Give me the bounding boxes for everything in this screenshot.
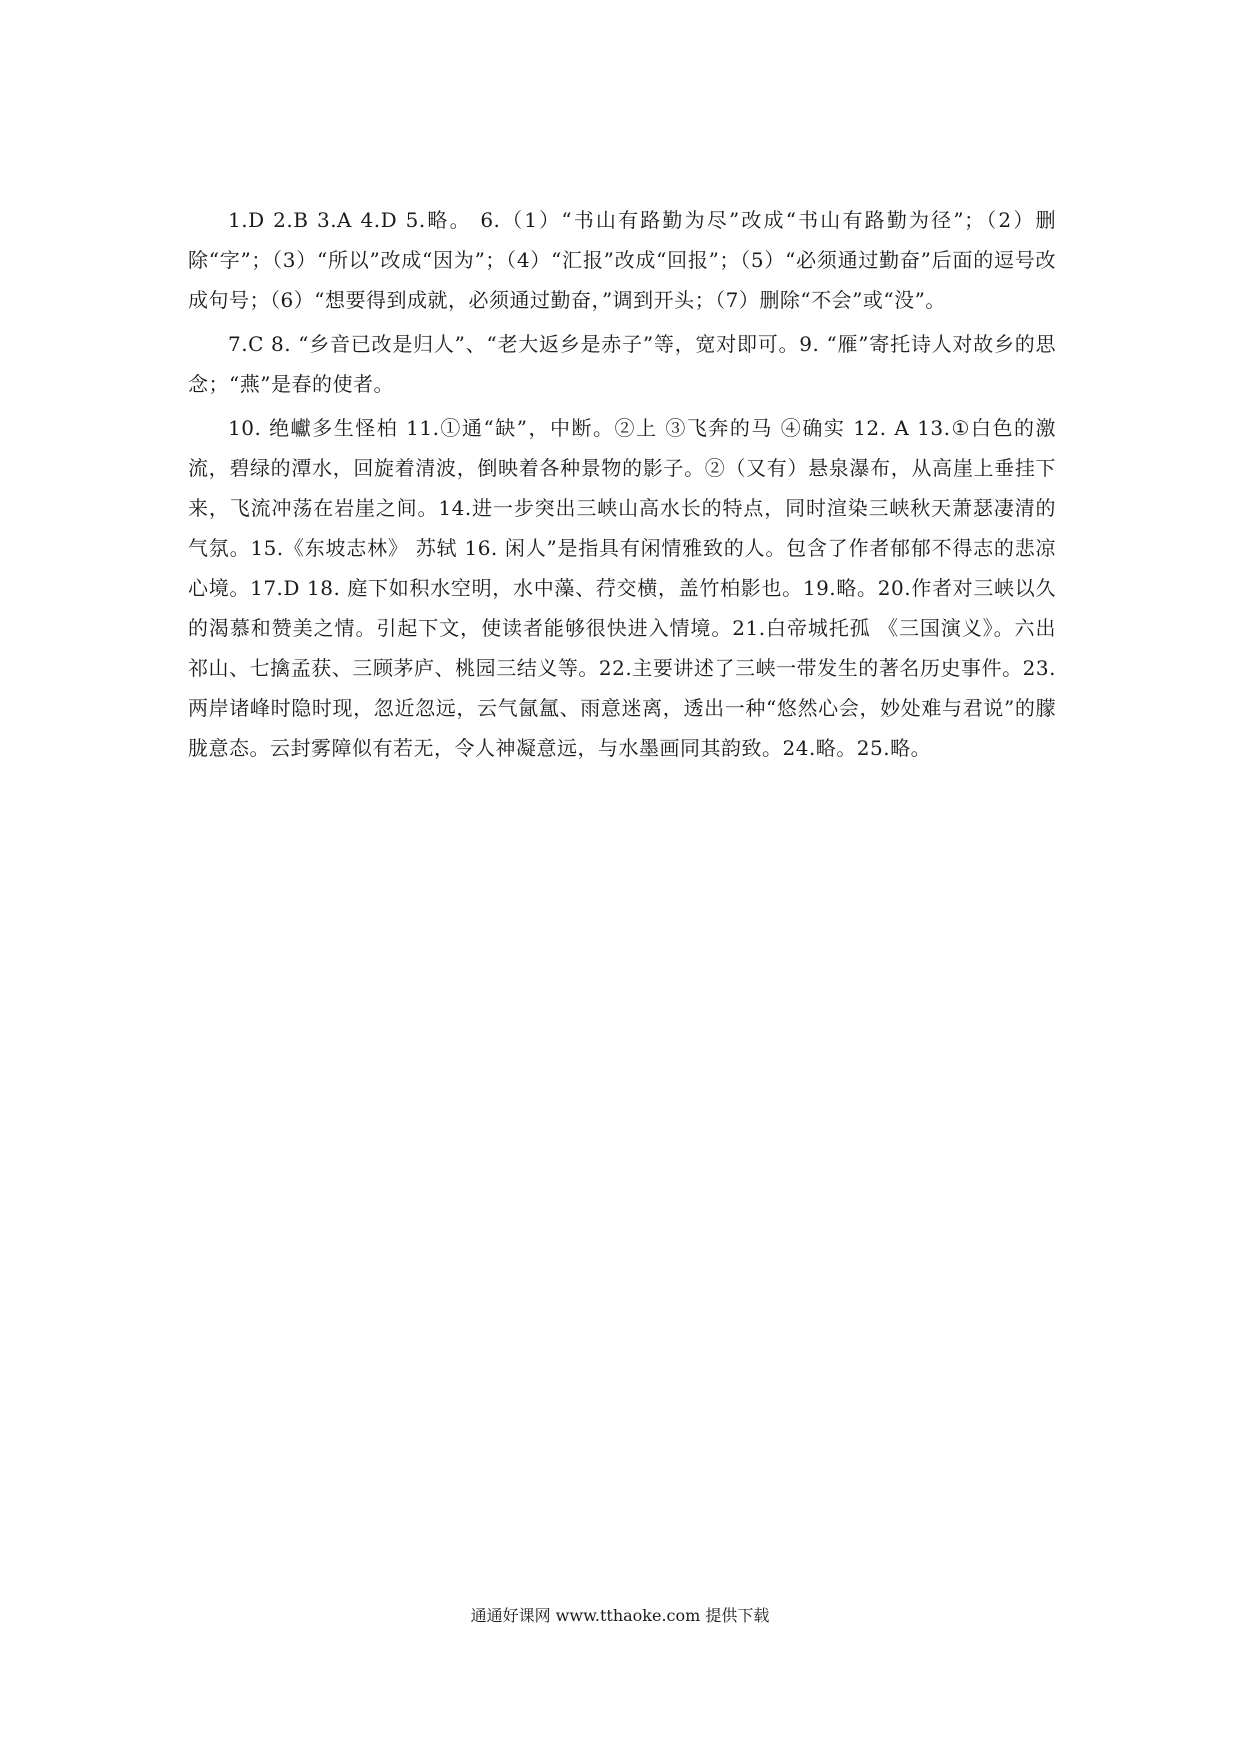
answer-paragraph-1: 1.D 2.B 3.A 4.D 5.略。 6.（1）“书山有路勤为尽”改成“书山有路勤为径”；（2）删除“字”；（3）“所以”改成“因为”；（4）“汇报”改成“回报”；（5）“必须通过勤奋”后面的逗号改成句号；（6）“想要得到成就，必须通过勤奋，”调到开头；（7）删除“不会”或“没”。	[188, 208, 1056, 312]
page-footer: 通通好课网 www.tthaoke.com 提供下载	[470, 1606, 770, 1625]
answer-key	[188, 200, 1056, 768]
answer-paragraph-2: 7.C 8. “乡音已改是归人”、“老大返乡是赤子”等，宽对即可。9. “雁”寄托诗人对故乡的思念；“燕”是春的使者。	[188, 332, 1056, 396]
answer-paragraph-3: 10. 绝巘多生怪柏 11.①通“缺”，中断。②上 ③飞奔的马 ④确实 12. A 13.①白色的激流，碧绿的潭水，回旋着清波，倒映着各种景物的影子。②（又有）悬泉瀑布，从高崖上垂挂下来，飞流冲荡在岩崖之间。14.进一步突出三峡山高水长的特点，同时渲染三峡秋天萧瑟凄清的气氛。15.《东坡志林》 苏轼 16. 闲人”是指具有闲情雅致的人。包含了作者郁郁不得志的悲凉心境。17.D 18. 庭下如积水空明，水中藻、荇交横，盖竹柏影也。19.略。20.作者对三峡以久的渴慕和赞美之情。引起下文，使读者能够很快进入情境。21.白帝城托孤 《三国演义》。六出祁山、七擒孟获、三顾茅庐、桃园三结义等。22.主要讲述了三峡一带发生的著名历史事件。23. 两岸诸峰时隐时现，忽近忽远，云气氤氲、雨意迷离，透出一种“悠然心会，妙处难与君说”的朦胧意态。云封雾障似有若无，令人神凝意远，与水墨画同其韵致。24.略。25.略。	[188, 416, 1056, 760]
